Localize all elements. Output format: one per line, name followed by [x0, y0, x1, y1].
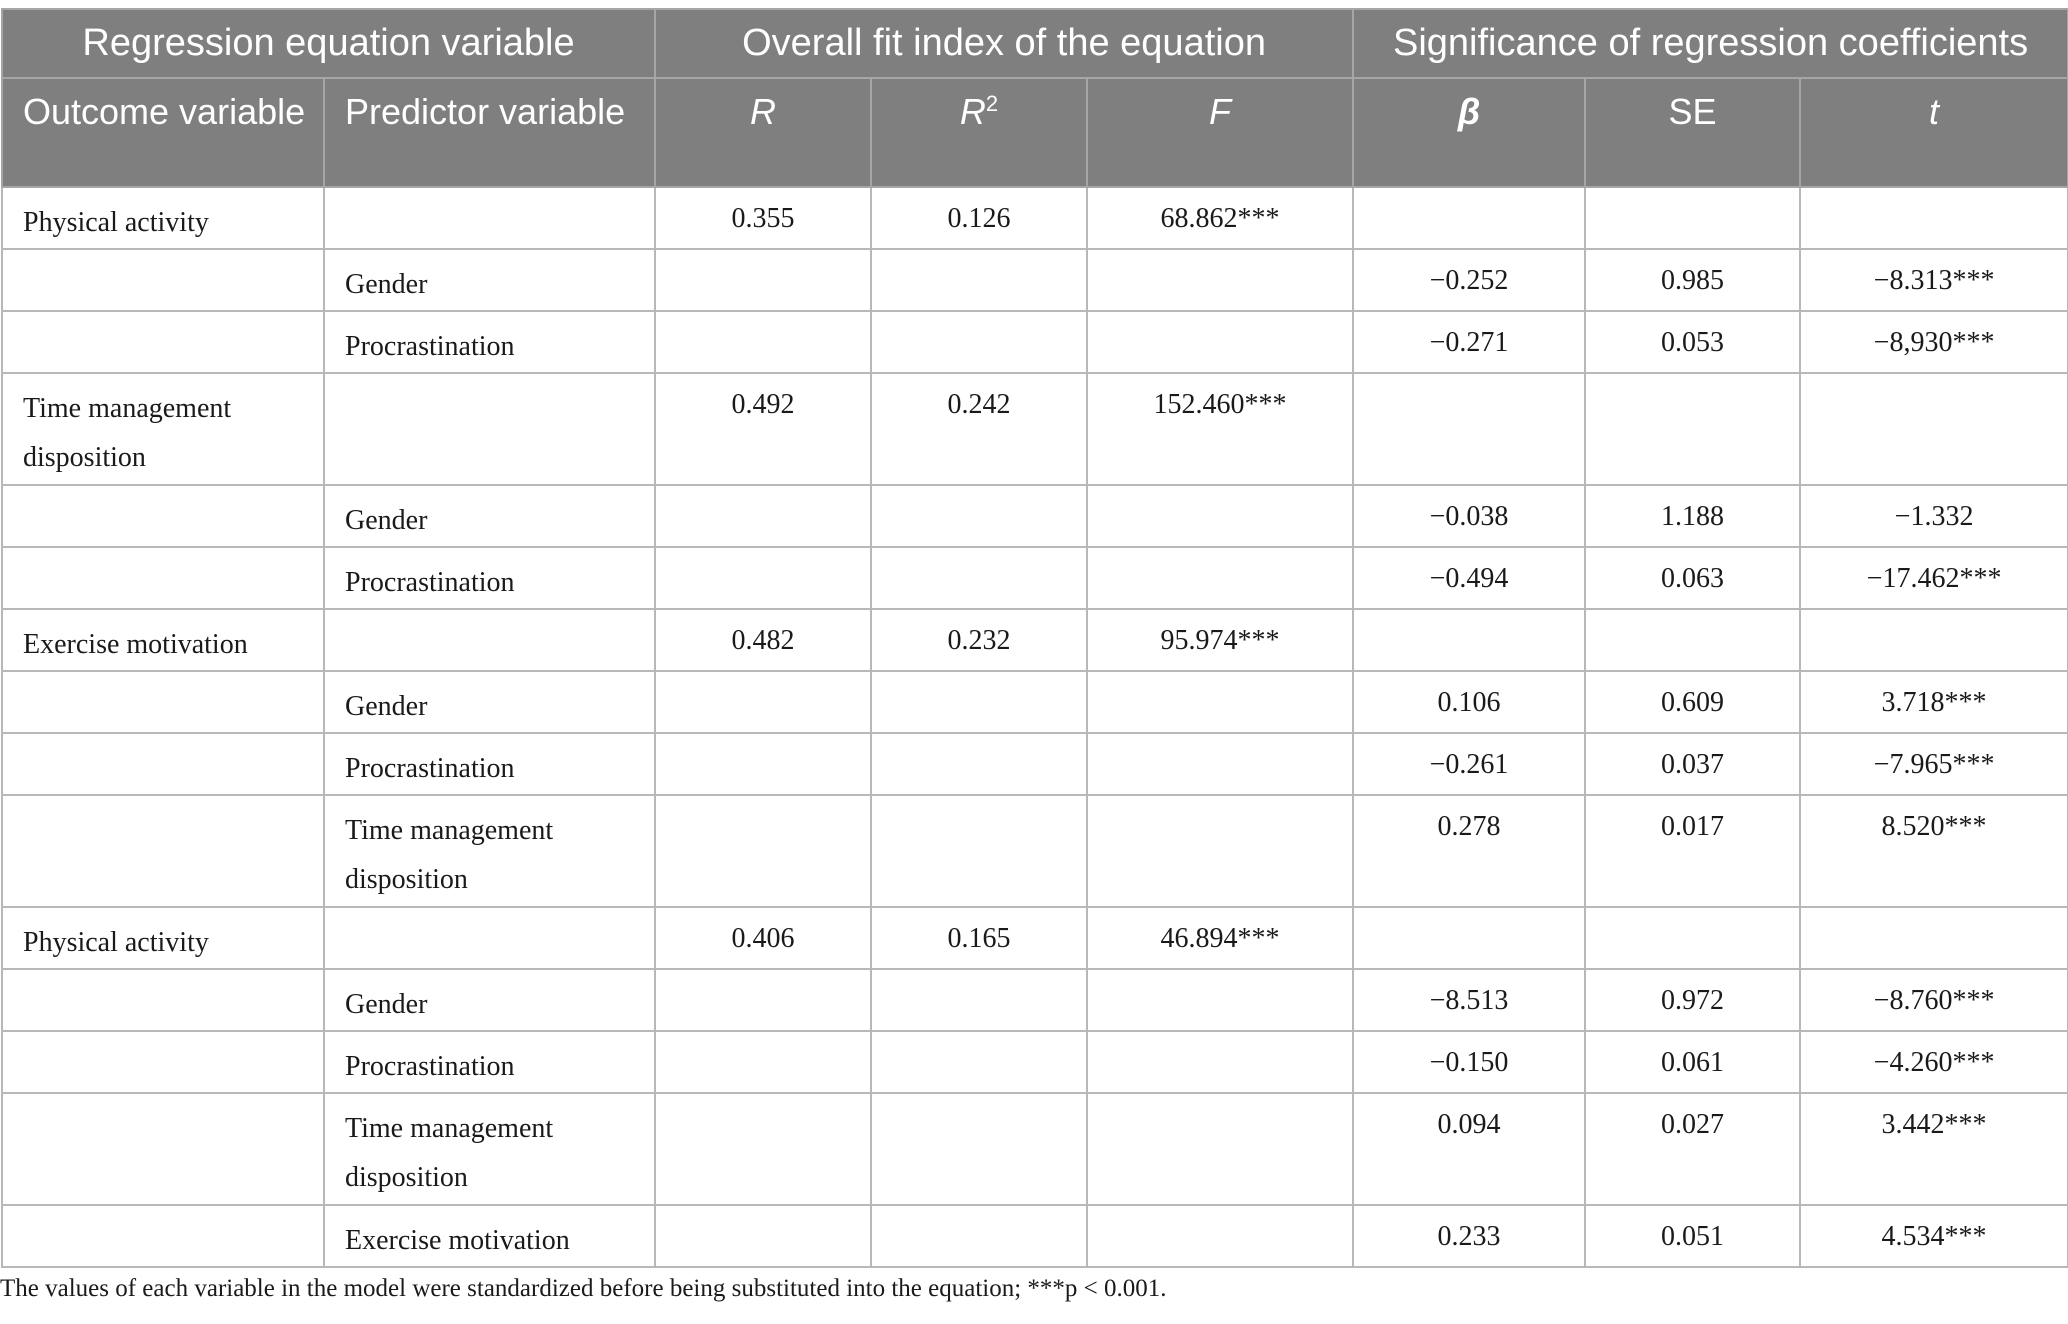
cell-f: 46.894*** [1087, 907, 1353, 969]
cell-predictor: Exercise motivation [324, 1205, 655, 1267]
cell-t [1800, 373, 2068, 485]
group-overall-fit-index: Overall fit index of the equation [655, 9, 1353, 78]
cell-se: 0.972 [1585, 969, 1800, 1031]
cell-r2 [871, 547, 1087, 609]
cell-r2: 0.126 [871, 187, 1087, 249]
cell-predictor [324, 187, 655, 249]
cell-t: −7.965*** [1800, 733, 2068, 795]
cell-t: −8.760*** [1800, 969, 2068, 1031]
cell-r [655, 311, 871, 373]
cell-outcome [2, 795, 324, 907]
header-column-row [2, 78, 2068, 187]
table-row [2, 969, 2068, 1031]
cell-t: −1.332 [1800, 485, 2068, 547]
table-row [2, 907, 2068, 969]
cell-beta [1353, 187, 1585, 249]
table-row [2, 373, 2068, 485]
cell-predictor: Time management disposition [324, 795, 655, 907]
group-regression-equation-variable: Regression equation variable [2, 9, 655, 78]
cell-r2 [871, 671, 1087, 733]
cell-f [1087, 547, 1353, 609]
table-row [2, 311, 2068, 373]
cell-f [1087, 733, 1353, 795]
cell-outcome [2, 547, 324, 609]
cell-se: 0.985 [1585, 249, 1800, 311]
cell-predictor: Gender [324, 485, 655, 547]
cell-r [655, 1093, 871, 1205]
cell-r2 [871, 485, 1087, 547]
cell-t [1800, 609, 2068, 671]
group-significance-coefficients: Significance of regression coefficients [1353, 9, 2068, 78]
cell-r2 [871, 795, 1087, 907]
cell-f: 152.460*** [1087, 373, 1353, 485]
cell-outcome: Physical activity [2, 907, 324, 969]
cell-outcome: Time management disposition [2, 373, 324, 485]
cell-se: 0.037 [1585, 733, 1800, 795]
table-row [2, 1093, 2068, 1205]
cell-beta [1353, 907, 1585, 969]
cell-predictor: Procrastination [324, 1031, 655, 1093]
table-row [2, 1205, 2068, 1267]
cell-r: 0.355 [655, 187, 871, 249]
table-row [2, 485, 2068, 547]
cell-r2 [871, 733, 1087, 795]
table-row [2, 609, 2068, 671]
cell-beta [1353, 609, 1585, 671]
col-f: F [1087, 78, 1353, 187]
cell-beta: −0.252 [1353, 249, 1585, 311]
cell-f [1087, 795, 1353, 907]
cell-r: 0.482 [655, 609, 871, 671]
cell-r2: 0.242 [871, 373, 1087, 485]
cell-se: 1.188 [1585, 485, 1800, 547]
cell-predictor: Time management disposition [324, 1093, 655, 1205]
cell-t [1800, 907, 2068, 969]
cell-r2 [871, 969, 1087, 1031]
table-footnote: The values of each variable in the model were standardized before being substituted into the equation; ***p < 0.001. [0, 1275, 1167, 1302]
cell-outcome [2, 249, 324, 311]
cell-se: 0.609 [1585, 671, 1800, 733]
cell-r [655, 1031, 871, 1093]
cell-beta: 0.106 [1353, 671, 1585, 733]
cell-f [1087, 1205, 1353, 1267]
cell-f [1087, 671, 1353, 733]
cell-r2 [871, 1031, 1087, 1093]
cell-r [655, 485, 871, 547]
cell-r [655, 547, 871, 609]
cell-outcome [2, 1205, 324, 1267]
cell-se [1585, 907, 1800, 969]
table-row [2, 733, 2068, 795]
cell-se: 0.061 [1585, 1031, 1800, 1093]
cell-beta: 0.094 [1353, 1093, 1585, 1205]
cell-f: 95.974*** [1087, 609, 1353, 671]
cell-f [1087, 311, 1353, 373]
cell-beta: −8.513 [1353, 969, 1585, 1031]
cell-predictor: Procrastination [324, 733, 655, 795]
cell-f [1087, 969, 1353, 1031]
regression-table [1, 8, 2068, 1268]
cell-se: 0.063 [1585, 547, 1800, 609]
cell-r [655, 671, 871, 733]
cell-r [655, 733, 871, 795]
cell-beta: −0.038 [1353, 485, 1585, 547]
cell-t: 3.718*** [1800, 671, 2068, 733]
r-squared-superscript: 2 [985, 91, 999, 116]
cell-f [1087, 1093, 1353, 1205]
table-body [2, 187, 2068, 1267]
table-header [2, 9, 2068, 187]
table-row [2, 795, 2068, 907]
cell-se: 0.017 [1585, 795, 1800, 907]
cell-outcome [2, 1031, 324, 1093]
cell-beta: 0.278 [1353, 795, 1585, 907]
cell-r [655, 1205, 871, 1267]
cell-f [1087, 1031, 1353, 1093]
cell-t: −8.313*** [1800, 249, 2068, 311]
cell-f: 68.862*** [1087, 187, 1353, 249]
r-squared-base: R [959, 91, 986, 132]
cell-outcome [2, 671, 324, 733]
cell-se: 0.053 [1585, 311, 1800, 373]
cell-r: 0.492 [655, 373, 871, 485]
cell-t [1800, 187, 2068, 249]
cell-se [1585, 609, 1800, 671]
cell-beta: −0.261 [1353, 733, 1585, 795]
cell-r2: 0.165 [871, 907, 1087, 969]
cell-r2 [871, 1205, 1087, 1267]
cell-t: −4.260*** [1800, 1031, 2068, 1093]
cell-t: 8.520*** [1800, 795, 2068, 907]
cell-se: 0.051 [1585, 1205, 1800, 1267]
cell-beta: −0.150 [1353, 1031, 1585, 1093]
regression-table-container [0, 8, 2068, 1268]
cell-r: 0.406 [655, 907, 871, 969]
cell-predictor [324, 907, 655, 969]
table-row [2, 1031, 2068, 1093]
cell-outcome [2, 1093, 324, 1205]
cell-outcome [2, 485, 324, 547]
cell-predictor: Gender [324, 671, 655, 733]
cell-t: −8,930*** [1800, 311, 2068, 373]
cell-f [1087, 485, 1353, 547]
cell-se: 0.027 [1585, 1093, 1800, 1205]
col-r: R [655, 78, 871, 187]
cell-r2 [871, 249, 1087, 311]
cell-r2 [871, 311, 1087, 373]
cell-predictor: Procrastination [324, 547, 655, 609]
cell-outcome [2, 311, 324, 373]
cell-beta [1353, 373, 1585, 485]
col-beta: β [1353, 78, 1585, 187]
cell-predictor [324, 609, 655, 671]
col-t: t [1800, 78, 2068, 187]
cell-outcome [2, 733, 324, 795]
cell-se [1585, 187, 1800, 249]
table-row [2, 187, 2068, 249]
col-predictor-variable: Predictor variable [324, 78, 655, 187]
table-row [2, 249, 2068, 311]
cell-beta: −0.494 [1353, 547, 1585, 609]
table-row [2, 547, 2068, 609]
cell-r [655, 795, 871, 907]
header-group-row [2, 9, 2068, 78]
cell-outcome: Exercise motivation [2, 609, 324, 671]
table-row [2, 671, 2068, 733]
cell-predictor: Procrastination [324, 311, 655, 373]
col-outcome-variable: Outcome variable [2, 78, 324, 187]
col-r-squared [871, 78, 1087, 187]
cell-beta: −0.271 [1353, 311, 1585, 373]
col-se: SE [1585, 78, 1800, 187]
cell-r [655, 969, 871, 1031]
cell-outcome: Physical activity [2, 187, 324, 249]
cell-t: 3.442*** [1800, 1093, 2068, 1205]
cell-r [655, 249, 871, 311]
cell-r2: 0.232 [871, 609, 1087, 671]
cell-r2 [871, 1093, 1087, 1205]
cell-outcome [2, 969, 324, 1031]
cell-predictor: Gender [324, 969, 655, 1031]
cell-predictor: Gender [324, 249, 655, 311]
cell-predictor [324, 373, 655, 485]
cell-t: 4.534*** [1800, 1205, 2068, 1267]
cell-se [1585, 373, 1800, 485]
cell-beta: 0.233 [1353, 1205, 1585, 1267]
cell-t: −17.462*** [1800, 547, 2068, 609]
cell-f [1087, 249, 1353, 311]
